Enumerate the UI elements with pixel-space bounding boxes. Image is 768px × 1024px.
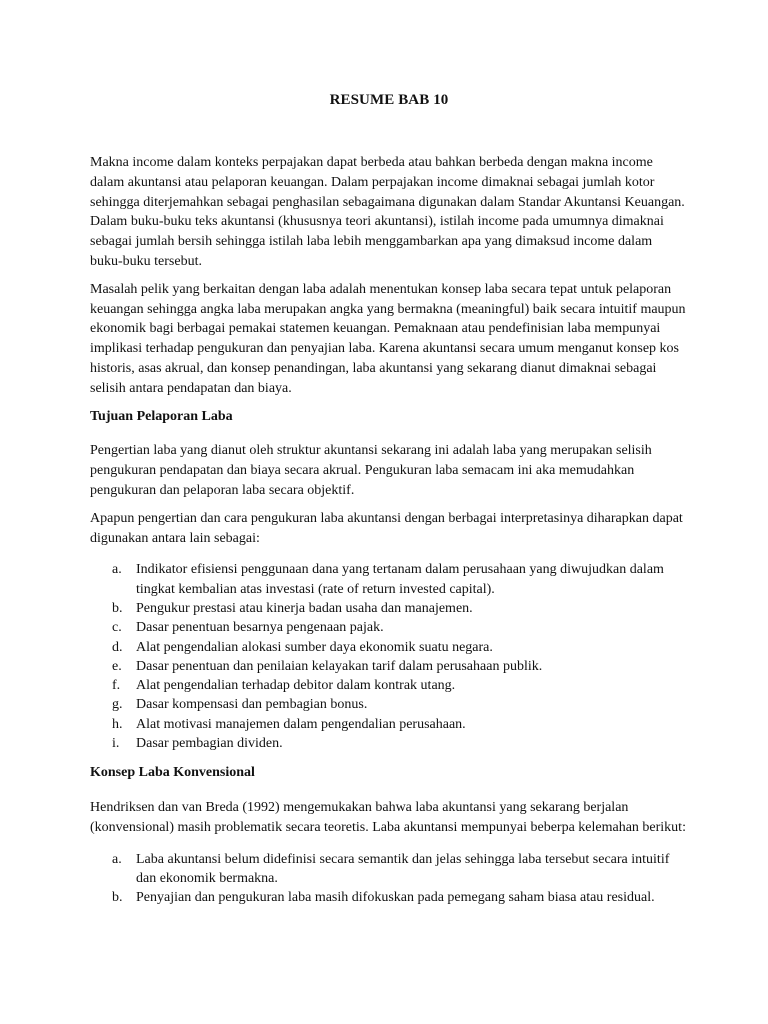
document-page — [90, 92, 688, 918]
document-title: RESUME BAB 10 — [329, 92, 449, 108]
list-item — [90, 850, 688, 889]
list-item-text: Dasar kompensasi dan pembagian bonus. — [136, 697, 368, 713]
intro-paragraph: Makna income dalam konteks perpajakan dapat berbeda atau bahkan berbeda dengan makna income dalam akuntansi atau pelaporan keuangan. Dalam perpajakan income dimaknai sebagai jumlah kotor sehingga diterjemahkan sebagai penghasilan sebagaimana digunakan dalam Standar Akuntansi Keuangan. Dalam buku-buku teks akuntansi (khususnya teori akuntansi), istilah income pada umumnya dimaknai sebagai jumlah bersih sehingga istilah laba lebih menggambarkan apa yang dimaksud income dalam buku-buku tersebut. — [90, 155, 685, 269]
list-item — [90, 638, 688, 657]
list-item — [90, 560, 688, 599]
list-item — [90, 676, 688, 695]
list-item-text: Indikator efisiensi penggunaan dana yang tertanam dalam perusahaan yang diwujudkan dalam tingkat kembalian atas investasi (rate of return invested capital). — [136, 562, 664, 597]
list-marker: f. — [112, 678, 121, 694]
list-marker: b. — [112, 890, 123, 906]
list-item — [90, 695, 688, 714]
list-marker: d. — [112, 639, 123, 655]
list-item-text: Alat pengendalian alokasi sumber daya ekonomik suatu negara. — [136, 639, 493, 655]
list-item — [90, 888, 688, 907]
list-item-text: Dasar pembagian dividen. — [136, 736, 283, 752]
list-item-text: Dasar penentuan besarnya pengenaan pajak. — [136, 620, 384, 636]
list-marker: a. — [112, 851, 122, 867]
weakness-list — [90, 850, 688, 908]
intro-paragraph: Masalah pelik yang berkaitan dengan laba adalah menentukan konsep laba secara tepat untuk pelaporan keuangan sehingga angka laba merupakan angka yang bermakna (meaningful) baik secara intuitif maupun ekonomik bagi berbagai pemakai statemen keuangan. Pemaknaan atau pendefinisian laba mempunyai implikasi terhadap pengukuran dan penyajian laba. Karena akuntansi secara umum menganut konsep kos historis, asas akrual, dan konsep penandingan, laba akuntansi yang sekarang dianut dimaknai sebagai selisih antara pendapatan dan biaya. — [90, 281, 686, 396]
list-marker: b. — [112, 600, 123, 616]
list-item-text: Alat pengendalian terhadap debitor dalam kontrak utang. — [136, 678, 456, 694]
list-marker: g. — [112, 697, 123, 713]
purpose-list — [90, 560, 688, 753]
list-marker: c. — [112, 620, 122, 636]
section-paragraph: Apapun pengertian dan cara pengukuran laba akuntansi dengan berbagai interpretasinya diharapkan dapat digunakan antara lain sebagai: — [90, 510, 683, 546]
list-item-text: Dasar penentuan dan penilaian kelayakan tarif dalam perusahaan publik. — [136, 658, 543, 674]
list-item-text: Alat motivasi manajemen dalam pengendalian perusahaan. — [136, 716, 466, 732]
list-item — [90, 657, 688, 676]
section-heading-konsep: Konsep Laba Konvensional — [90, 765, 255, 781]
list-item — [90, 599, 688, 618]
list-item-text: Penyajian dan pengukuran laba masih difokuskan pada pemegang saham biasa atau residual. — [136, 890, 655, 906]
list-marker: i. — [112, 736, 120, 752]
list-marker: h. — [112, 716, 123, 732]
list-item-text: Laba akuntansi belum didefinisi secara semantik dan jelas sehingga laba tersebut secara intuitif dan ekonomik bermakna. — [136, 851, 670, 886]
section-paragraph: Hendriksen dan van Breda (1992) mengemukakan bahwa laba akuntansi yang sekarang berjalan (konvensional) masih problematik secara teoretis. Laba akuntansi mempunyai beberpa kelemahan berikut: — [90, 800, 686, 835]
list-item — [90, 715, 688, 734]
section-paragraph: Pengertian laba yang dianut oleh struktur akuntansi sekarang ini adalah laba yang merupakan selisih pengukuran pendapatan dan biaya secara akrual. Pengukuran laba semacam ini aka memudahkan pengukuran dan pelaporan laba secara objektif. — [90, 443, 652, 498]
list-item — [90, 618, 688, 637]
list-marker: a. — [112, 562, 122, 578]
list-item — [90, 734, 688, 753]
list-marker: e. — [112, 658, 122, 674]
section-heading-tujuan: Tujuan Pelaporan Laba — [90, 408, 233, 424]
list-item-text: Pengukur prestasi atau kinerja badan usaha dan manajemen. — [136, 600, 473, 616]
